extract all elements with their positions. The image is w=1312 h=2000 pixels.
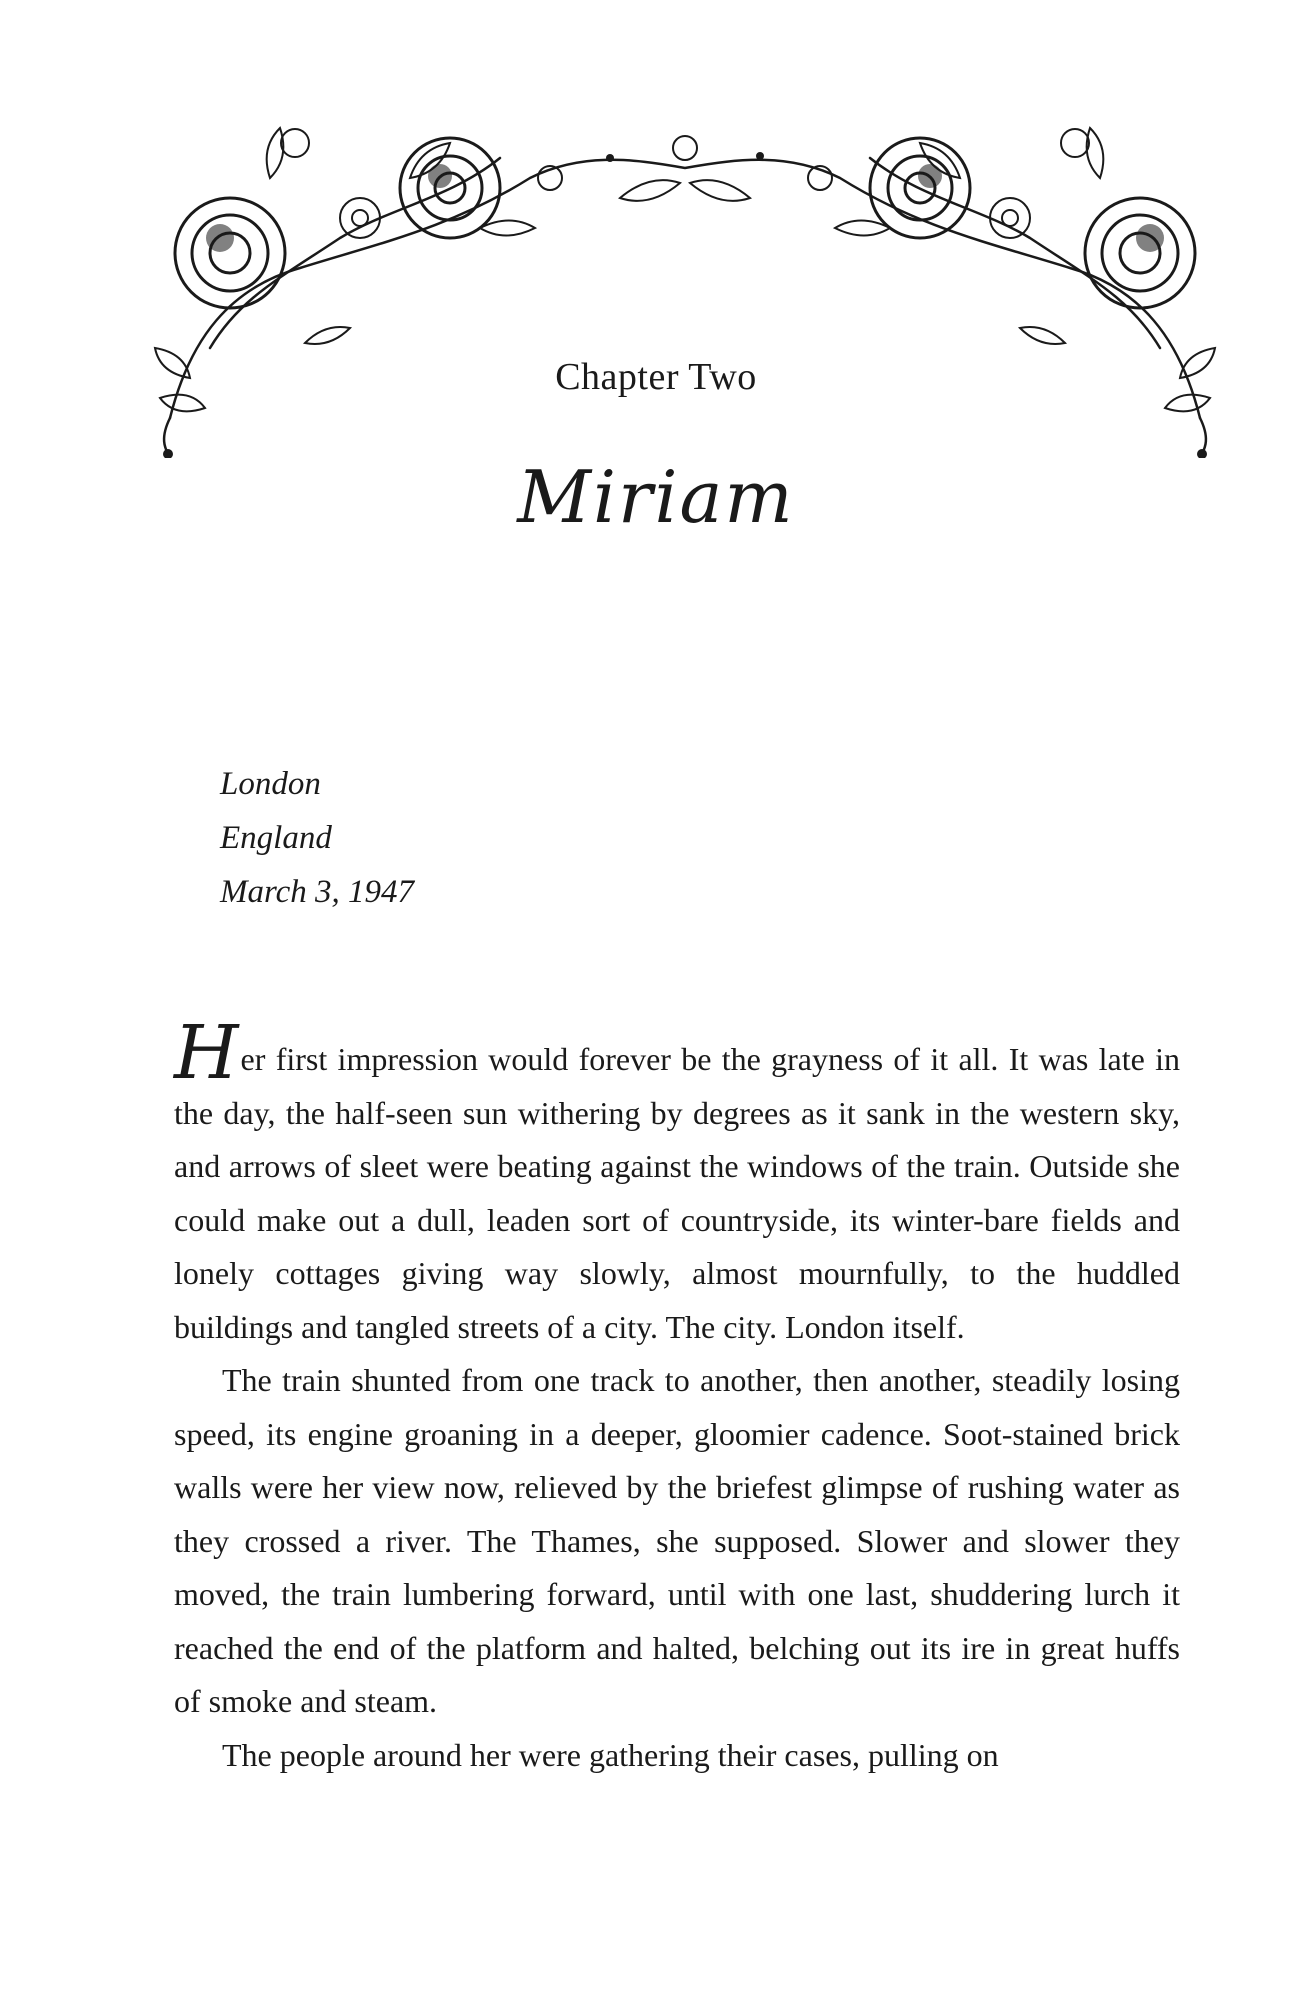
chapter-body <box>174 1010 1180 1782</box>
dateline-country: England <box>220 820 332 856</box>
dateline <box>220 757 414 919</box>
dateline-date: March 3, 1947 <box>220 874 415 910</box>
chapter-title: Miriam <box>517 455 795 539</box>
paragraph: The train shunted from one track to another, then another, steadily losing speed, its engine groaning in a deeper, gloomier cadence. Soot-stained brick walls were her view now, relieved by the briefest glimpse of rushing water as they crossed a river. The Thames, she supposed. Slower and slower they moved, the train lumbering forward, until with one last, shuddering lurch it reached the end of the platform and halted, belching out its ire in great huffs of smoke and steam. <box>174 1362 1180 1719</box>
drop-cap: H <box>174 1010 239 1096</box>
chapter-number: Chapter Two <box>555 356 757 398</box>
paragraph: The people around her were gathering their cases, pulling on <box>222 1736 999 1773</box>
paragraph <box>174 1010 1180 1354</box>
floral-garland-icon <box>150 118 1220 458</box>
paragraph-text: er first impression would forever be the grayness of it all. It was late in the day, the half-seen sun withering by degrees as it sank in the western sky, and arrows of sleet were beating against the windows of the train. Outside she could make out a dull, leaden sort of countryside, its winter-bare fields and lonely cottages giving way slowly, almost mournfully, to the huddled buildings and tangled streets of a city. The city. London itself. <box>174 1041 1180 1345</box>
dateline-city: London <box>220 766 321 802</box>
